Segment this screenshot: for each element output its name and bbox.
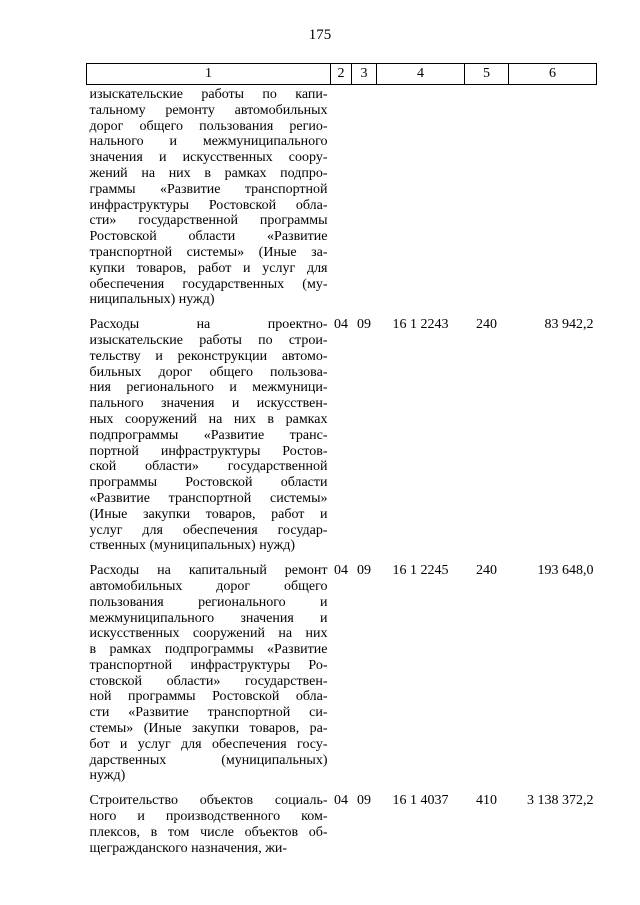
description-line: тальному ремонту автомобильных [89,102,328,118]
description-line: ственных (муниципальных) нужд) [89,538,295,554]
expense-description [87,317,331,554]
description-line: ния регионального и межмуници- [89,380,328,396]
description-line: плексов, в том числе объектов об- [89,824,328,840]
description-line: бильных дорог общего пользова- [89,364,328,380]
description-line: Расходы на проектно- [89,317,328,333]
description-line: (Иные закупки товаров, работ и [89,506,328,522]
expense-type-code: 240 [476,317,497,333]
table-body [87,85,597,857]
subsection-code: 09 [357,793,371,809]
description-line: автомобильных дорог общего [89,578,328,594]
row-spacer [87,784,597,793]
description-line: стемы» (Иные закупки товаров, ра- [89,721,328,737]
description-line: нужд) [89,768,126,784]
description-line: подпрограммы «Развитие транс- [89,427,328,443]
header-col-2: 2 [331,64,352,85]
description-line: значения и искусственных соору- [89,150,328,166]
description-line: пользования регионального и [89,594,328,610]
description-line: ных сооружений на них в рамках [89,411,328,427]
description-line: Ростовской области «Развитие [89,229,328,245]
description-line: бот и услуг для обеспечения госу- [89,736,328,752]
amount-value: 3 138 372,2 [527,793,594,809]
header-col-1: 1 [87,64,331,85]
description-line: тельству и реконструкции автомо- [89,348,328,364]
header-col-3: 3 [352,64,377,85]
header-col-5: 5 [465,64,509,85]
description-line: в рамках подпрограммы «Развитие [89,642,328,658]
row-spacer [87,554,597,563]
expense-description [87,793,331,856]
expense-description [87,85,331,309]
description-line: Строительство объектов социаль- [89,793,328,809]
description-line: сти «Развитие транспортной си- [89,705,328,721]
amount-value: 83 942,2 [544,317,594,333]
description-line: искусственных сооружений на них [89,626,328,642]
subsection-code: 09 [357,317,371,333]
table-row [87,563,597,784]
description-line: ного и производственного ком- [89,809,328,825]
description-line: ниципальных) нужд) [89,292,215,308]
header-row [87,64,597,85]
description-line: щегражданского назначения, жи- [89,840,288,856]
target-article-code: 16 1 4037 [392,793,449,809]
description-line: жений на них в рамках подпро- [89,165,328,181]
target-article-code: 16 1 2245 [392,563,449,579]
amount-value [509,85,597,309]
budget-table [86,63,597,856]
expense-type-code [465,85,509,309]
description-line: транспортной инфраструктуры Ро- [89,657,328,673]
description-line: пального значения и искусствен- [89,396,328,412]
description-line: сти» государственной программы [89,213,328,229]
table-row [87,793,597,856]
header-col-4: 4 [377,64,465,85]
description-line: обеспечения государственных (му- [89,276,328,292]
table-row [87,85,597,309]
description-line: портной инфраструктуры Ростов- [89,443,328,459]
target-article-code: 16 1 2243 [392,317,449,333]
page-number: 175 [308,27,332,43]
description-line: инфраструктуры Ростовской обла- [89,197,328,213]
description-line: нального и межмуниципального [89,134,328,150]
description-line: программы Ростовской области [89,475,328,491]
section-code: 04 [334,317,348,333]
row-spacer [87,308,597,317]
subsection-code: 09 [357,563,371,579]
description-line: изыскательские работы по капи- [89,87,328,102]
description-line: стовской области» государствен- [89,673,328,689]
section-code: 04 [334,563,348,579]
description-line: ской области» государственной [89,459,328,475]
description-line: Расходы на капитальный ремонт [89,563,328,579]
description-line: купки товаров, работ и услуг для [89,260,328,276]
description-line: услуг для обеспечения государ- [89,522,328,538]
section-code: 04 [334,793,348,809]
description-line: дорог общего пользования регио- [89,118,328,134]
description-line: транспортной системы» (Иные за- [89,244,328,260]
description-line: дарственных (муниципальных) [89,752,328,768]
section-code [331,85,352,309]
description-line: «Развитие транспортной системы» [89,490,328,506]
expense-type-code: 240 [476,563,497,579]
description-line: межмуниципального значения и [89,610,328,626]
subsection-code [352,85,377,309]
target-article-code [377,85,465,309]
amount-value: 193 648,0 [537,563,594,579]
expense-type-code: 410 [476,793,497,809]
description-line: изыскательские работы по строи- [89,332,328,348]
description-line: ной программы Ростовской обла- [89,689,328,705]
table-row [87,317,597,554]
header-col-6: 6 [509,64,597,85]
expense-description [87,563,331,784]
description-line: граммы «Развитие транспортной [89,181,328,197]
